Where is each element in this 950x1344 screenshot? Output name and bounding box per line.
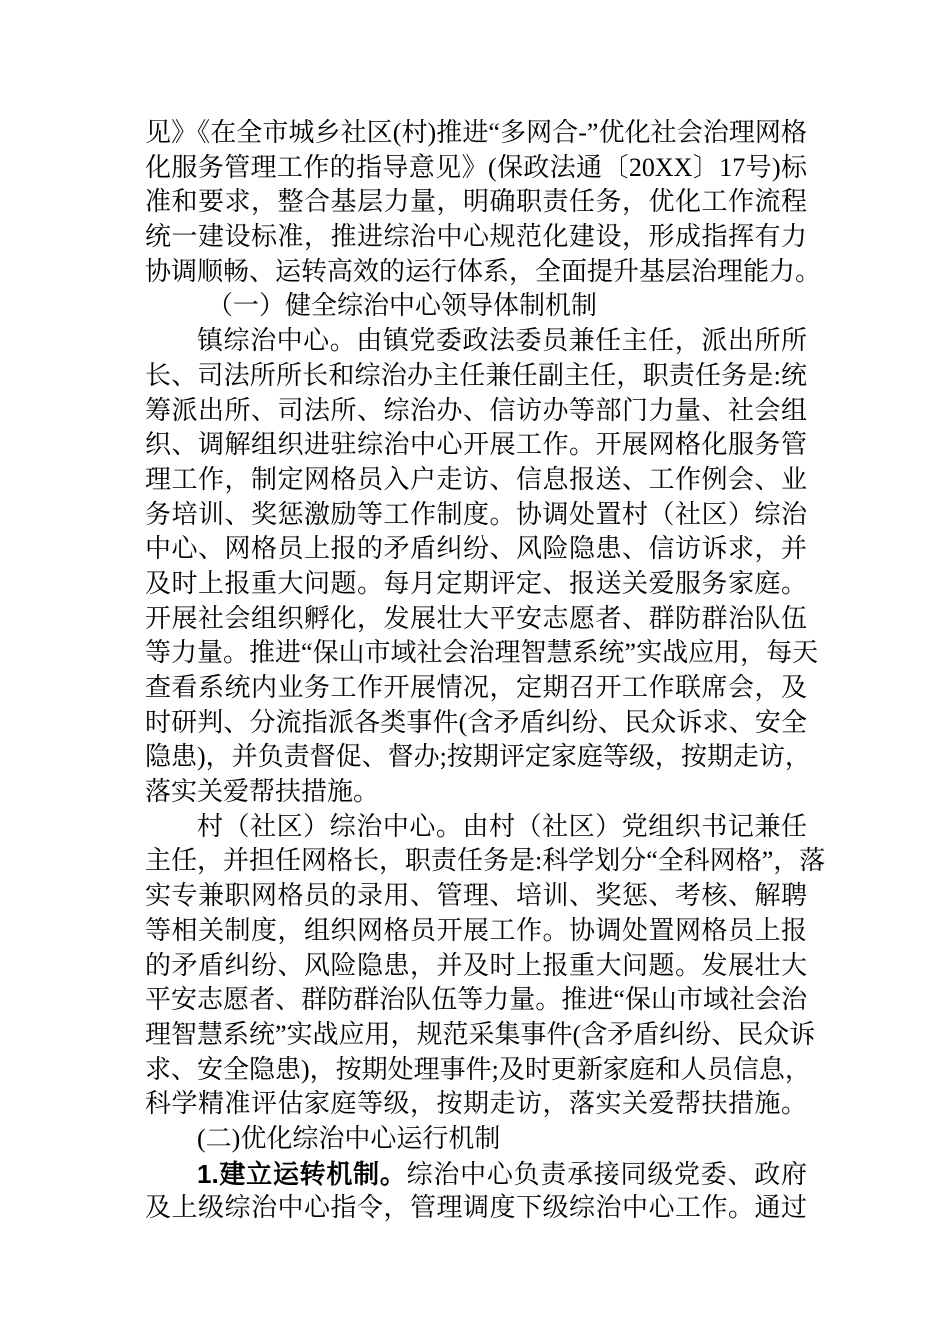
text-line — [145, 1191, 807, 1226]
line-text: 等力量。推进“保山市域社会治理智慧系统”实战应用，每天 — [145, 638, 819, 668]
document-body — [145, 116, 826, 1226]
text-line — [145, 116, 807, 151]
line-text: 统一建设标准，推进综治中心规范化建设，形成指挥有力 — [145, 222, 807, 252]
text-line — [145, 983, 807, 1018]
text-line — [145, 949, 807, 984]
text-line — [145, 810, 807, 845]
line-text: 理工作，制定网格员入户走访、信息报送、工作例会、业 — [145, 464, 807, 494]
line-text: 落实关爱帮扶措施。 — [145, 777, 380, 807]
line-text: 及时上报重大问题。每月定期评定、报送关爱服务家庭。 — [145, 568, 807, 598]
text-line — [145, 775, 807, 810]
text-line — [145, 602, 807, 637]
line-text: 求、安全隐患)，按期处理事件;及时更新家庭和人员信息， — [145, 1054, 811, 1084]
line-text: 见》《在全市城乡社区(村)推进“多网合-”优化社会治理网格 — [145, 118, 807, 147]
line-text: 查看系统内业务工作开展情况，定期召开工作联席会，及 — [145, 673, 807, 702]
line-text: 的矛盾纠纷、风险隐患，并及时上报重大问题。发展壮大 — [145, 950, 807, 980]
line-text: 村（社区）综治中心。由村（社区）党组织书记兼任 — [197, 811, 807, 841]
line-text: 务培训、奖惩激励等工作制度。协调处置村（社区）综治 — [145, 499, 807, 529]
text-line — [145, 255, 822, 290]
text-line — [145, 1087, 807, 1122]
line-text: 镇综治中心。由镇党委政法委员兼任主任，派出所所 — [197, 326, 807, 356]
text-line — [145, 359, 807, 394]
text-line — [145, 220, 807, 255]
line-text: 及上级综治中心指令，管理调度下级综治中心工作。通过 — [145, 1193, 807, 1223]
text-line — [145, 289, 807, 324]
text-line — [145, 879, 807, 914]
line-text: 等相关制度，组织网格员开展工作。协调处置网格员上报 — [145, 915, 807, 945]
line-text: 综治中心负责承接同级党委、政府 — [406, 1159, 807, 1189]
line-text: 平安志愿者、群防群治队伍等力量。推进“保山市域社会治 — [145, 985, 807, 1015]
text-line — [145, 706, 807, 741]
text-line — [145, 1018, 816, 1053]
text-line — [145, 740, 811, 775]
line-text: 隐患)，并负责督促、督办;按期评定家庭等级，按期走访， — [145, 742, 811, 772]
text-line — [145, 1157, 807, 1192]
line-text: 织、调解组织进驻综治中心开展工作。开展网格化服务管 — [145, 430, 807, 460]
text-line — [145, 463, 807, 498]
text-line — [145, 428, 807, 463]
text-line — [145, 1053, 811, 1088]
text-line — [145, 498, 807, 533]
line-text: 筹派出所、司法所、综治办、信访办等部门力量、社会组 — [145, 395, 807, 425]
line-text: 化服务管理工作的指导意见》(保政法通〔20XX〕17号)标 — [145, 152, 807, 182]
text-line — [145, 636, 819, 671]
bold-heading: 1.建立运转机制。 — [197, 1158, 407, 1189]
text-line — [145, 185, 807, 220]
line-text: 时研判、分流指派各类事件(含矛盾纠纷、民众诉求、安全 — [145, 707, 807, 737]
line-text: 中心、网格员上报的矛盾纠纷、风险隐患、信访诉求，并 — [145, 534, 807, 564]
line-text: （一）健全综治中心领导体制机制 — [207, 291, 598, 321]
line-text: 准和要求，整合基层力量，明确职责任务，优化工作流程 — [145, 187, 807, 217]
text-line — [145, 532, 807, 567]
line-text: 开展社会组织孵化，发展壮大平安志愿者、群防群治队伍 — [145, 603, 807, 633]
text-line — [145, 394, 807, 429]
text-line — [145, 671, 807, 706]
text-line — [145, 844, 826, 879]
text-line — [145, 1122, 807, 1157]
text-line — [145, 151, 807, 186]
line-text: 主任，并担任网格长，职责任务是:科学划分“全科网格”，落 — [145, 846, 826, 876]
line-text: 科学精准评估家庭等级，按期走访，落实关爱帮扶措施。 — [145, 1089, 807, 1119]
line-text: (二)优化综治中心运行机制 — [197, 1123, 501, 1153]
text-line — [145, 914, 807, 949]
line-text: 长、司法所所长和综治办主任兼任副主任，职责任务是:统 — [145, 360, 807, 390]
text-line — [145, 567, 807, 602]
line-text: 协调顺畅、运转高效的运行体系，全面提升基层治理能力。 — [145, 256, 822, 286]
text-line — [145, 324, 807, 359]
line-text: 理智慧系统”实战应用，规范采集事件(含矛盾纠纷、民众诉 — [145, 1019, 816, 1049]
line-text: 实专兼职网格员的录用、管理、培训、奖惩、考核、解聘 — [145, 881, 807, 911]
